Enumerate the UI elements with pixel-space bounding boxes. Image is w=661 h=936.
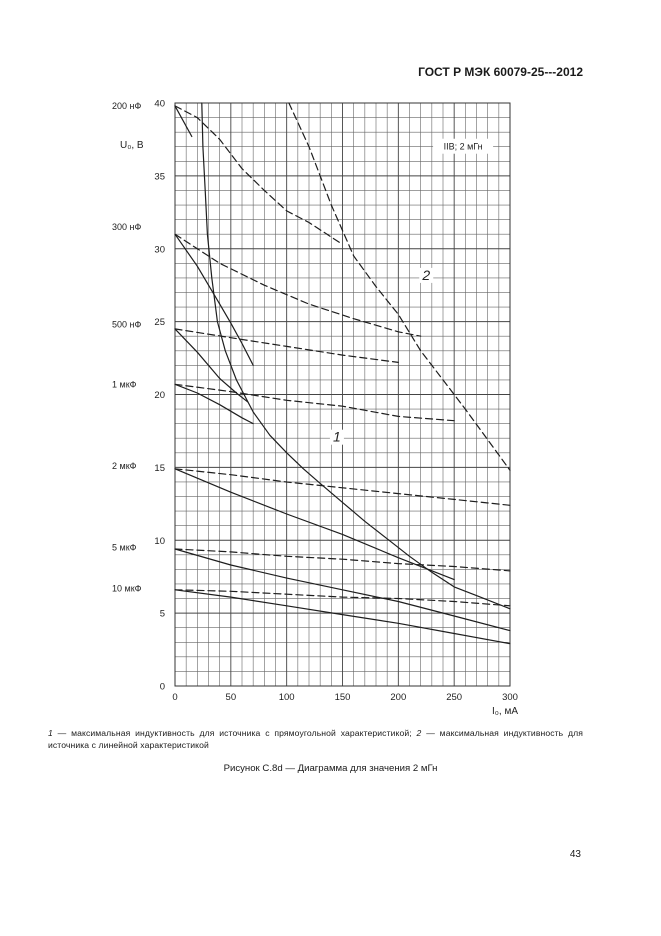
capacitance-label: 500 нФ	[112, 319, 142, 330]
capacitance-label: 200 нФ	[112, 100, 142, 111]
x-tick-label: 0	[172, 692, 178, 703]
y-tick-label: 15	[154, 462, 165, 474]
annotation-box-text: IIB; 2 мГн	[443, 141, 483, 152]
capacitance-label: 2 мкФ	[112, 460, 137, 471]
capacitance-labels	[112, 101, 142, 593]
x-tick-label: 250	[446, 692, 463, 703]
figure-legend-notes	[48, 727, 583, 751]
y-tick-label: 35	[154, 171, 165, 183]
tick-labels	[154, 99, 518, 704]
capacitance-label: 5 мкФ	[112, 542, 137, 553]
y-tick-label: 0	[159, 681, 165, 693]
y-tick-label: 10	[154, 535, 165, 547]
series-line-dashed	[175, 106, 343, 245]
x-tick-label: 300	[502, 692, 518, 703]
y-tick-label: 40	[154, 98, 165, 110]
figure-caption: Рисунок С.8d — Диаграмма для значения 2 мГн	[223, 763, 438, 774]
note-2-text: — максимальная индуктивность для источника с линейной характеристикой	[48, 728, 583, 750]
note-2-number: 2	[416, 728, 422, 738]
series-line-solid	[175, 469, 454, 580]
x-tick-label: 150	[334, 692, 351, 703]
annotation-box	[433, 139, 493, 154]
y-tick-label: 30	[154, 244, 165, 256]
series-line-dashed	[289, 103, 510, 470]
y-tick-label: 5	[159, 608, 165, 620]
curve-label: 1	[333, 428, 341, 445]
page-number: 43	[569, 849, 581, 860]
capacitance-label: 300 нФ	[112, 221, 142, 232]
x-axis-label: I₀, мА	[492, 706, 519, 717]
y-tick-label: 25	[154, 317, 165, 329]
curve-label: 2	[422, 266, 431, 283]
x-tick-label: 100	[278, 692, 295, 703]
capacitance-label: 10 мкФ	[112, 583, 142, 594]
y-axis-label: U₀, В	[120, 140, 144, 151]
x-tick-label: 200	[390, 692, 407, 703]
note-1-number: 1	[48, 728, 53, 738]
capacitance-label: 1 мкФ	[112, 379, 137, 390]
note-1-text: — максимальная индуктивность для источника с прямоугольной характеристикой;	[52, 728, 417, 738]
y-tick-label: 20	[154, 390, 165, 401]
document-code: ГОСТ Р МЭК 60079-25---2012	[418, 65, 583, 79]
series-line-dashed	[175, 384, 454, 420]
x-tick-label: 50	[225, 692, 237, 703]
